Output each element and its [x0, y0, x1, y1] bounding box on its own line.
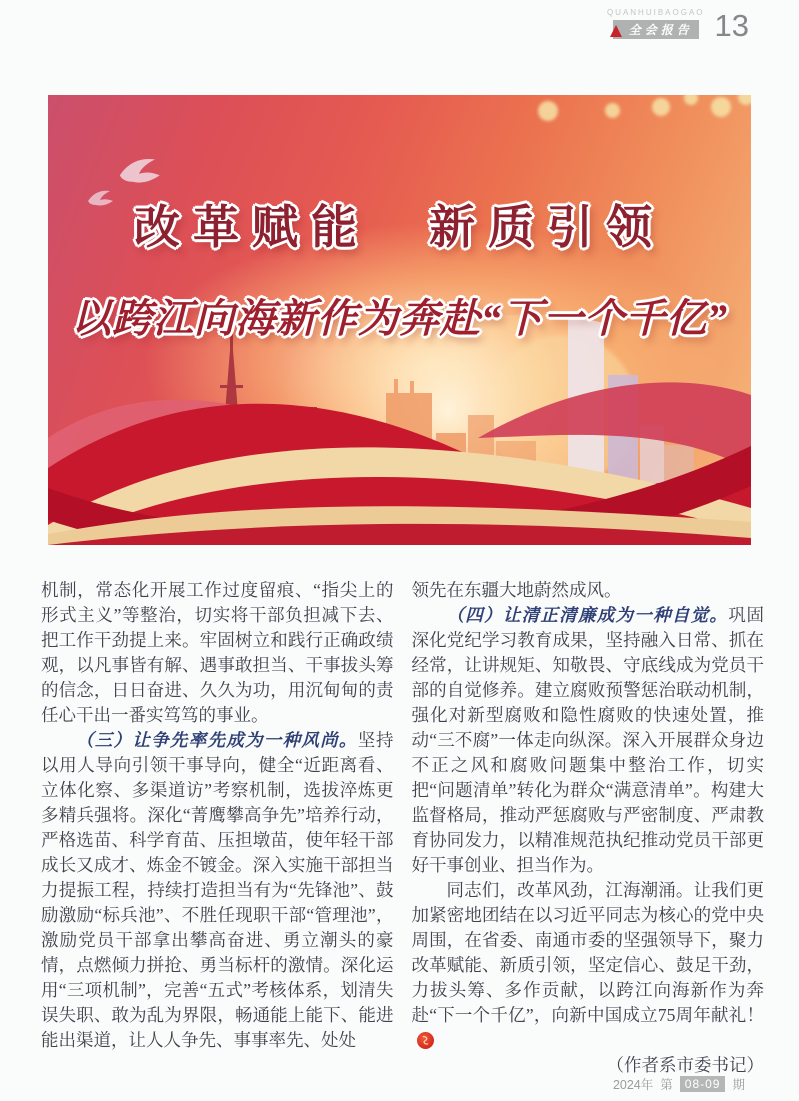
article-end-seal-icon — [417, 1032, 434, 1049]
paragraph-lead-heading: （三）让争先率先成为一种风尚。 — [76, 730, 358, 750]
ribbon-graphic — [48, 320, 751, 545]
article-banner — [48, 95, 751, 545]
section-label: 全会报告 — [628, 23, 693, 37]
page-number: 13 — [714, 8, 749, 43]
magazine-pinyin: QUANHUIBAOGAO — [606, 8, 705, 17]
article-paragraph: （四）让清正清廉成为一种自觉。巩固深化党纪学习教育成果，坚持融入日常、抓在经常，让讲规矩、知敬畏、守底线成为党员干部的自觉修养。建立腐败预警惩治联动机制，强化对新型腐败和隐性腐败的快速处置，推动“三不腐”一体走向纵深。深入开展群众身边不正之风和腐败问题集中整治工作，切实把“问题清单”转化为群众“满意清单”。构建大监督格局，推动严惩腐败与严密制度、严肃教育协同发力，以精准规范执纪推动党员干部更好干事创业、担当作为。 — [411, 605, 764, 875]
article-column-right — [412, 578, 765, 1078]
article-body — [0, 578, 799, 1078]
section-badge — [613, 20, 699, 39]
page-footer — [613, 1075, 745, 1093]
bokeh-dot — [684, 95, 698, 105]
banner-title: 改革赋能 新质引领 — [134, 202, 665, 253]
bokeh-dot — [605, 103, 620, 118]
article-paragraph: 同志们，改革风劲，江海潮涌。让我们更加紧密地团结在以习近平同志为核心的党中央周围，在省委、南通市委的坚强领导下，聚力改革赋能、新质引领，坚定信心、鼓足干劲，力拔头筹、多作贡献，以跨江向海新作为奔赴“下一个千亿”，向新中国成立75周年献礼！ — [412, 878, 765, 1053]
bokeh-dot — [711, 97, 731, 117]
bokeh-dot — [538, 101, 558, 121]
footer-issue-prefix: 第 — [660, 1078, 673, 1092]
article-paragraph: （作者系市委书记） — [606, 1055, 764, 1075]
dove-icon — [116, 153, 162, 185]
footer-issue-number: 08-09 — [680, 1076, 726, 1092]
red-triangle-icon — [610, 25, 622, 37]
masthead — [607, 8, 705, 39]
article-paragraph: 机制，常态化开展工作过度留痕、“指尖上的形式主义”等整治，切实将干部负担减下去、把工作干劲提上来。牢固树立和践行正确政绩观，以凡事皆有解、遇事敢担当、干事拔头筹的信念，日日奋进、久久为功，用沉甸甸的责任心干出一番实笃笃的事业。 — [41, 580, 394, 725]
article-paragraph: 领先在东疆大地蔚然成风。 — [411, 580, 622, 600]
paragraph-lead-heading: （四）让清正清廉成为一种自觉。 — [446, 605, 729, 625]
article-column-left — [41, 578, 394, 1078]
footer-issue-suffix: 期 — [732, 1078, 745, 1092]
article-paragraph: （三）让争先率先成为一种风尚。坚持以用人导向引领干事导向，健全“近距离看、立体化察、多渠道访”考察机制，选拔淬炼更多精兵强将。深化“菁鹰攀高争先”培养行动，严格选苗、科学育苗、压担墩苗，使年轻干部成长又成才、炼金不镀金。深入实施干部担当力提振工程，持续打造担当有为“先锋池”、鼓励激励“标兵池”、不胜任现职干部“管理池”，激励党员干部拿出攀高奋进、勇立潮头的豪情，点燃倾力拼抢、勇当标杆的激情。深化运用“三项机制”，完善“五式”考核体系，划清失误失职、敢为乱为界限，畅通能上能下、能进能出渠道，让人人争先、事事率先、处处 — [41, 730, 394, 1050]
banner-subtitle: 以跨江向海新作为奔赴“下一个千亿” — [71, 296, 728, 341]
bokeh-dot — [738, 95, 751, 105]
bokeh-dot — [652, 98, 670, 116]
page-header — [607, 8, 749, 41]
footer-year: 2024年 — [612, 1078, 654, 1092]
